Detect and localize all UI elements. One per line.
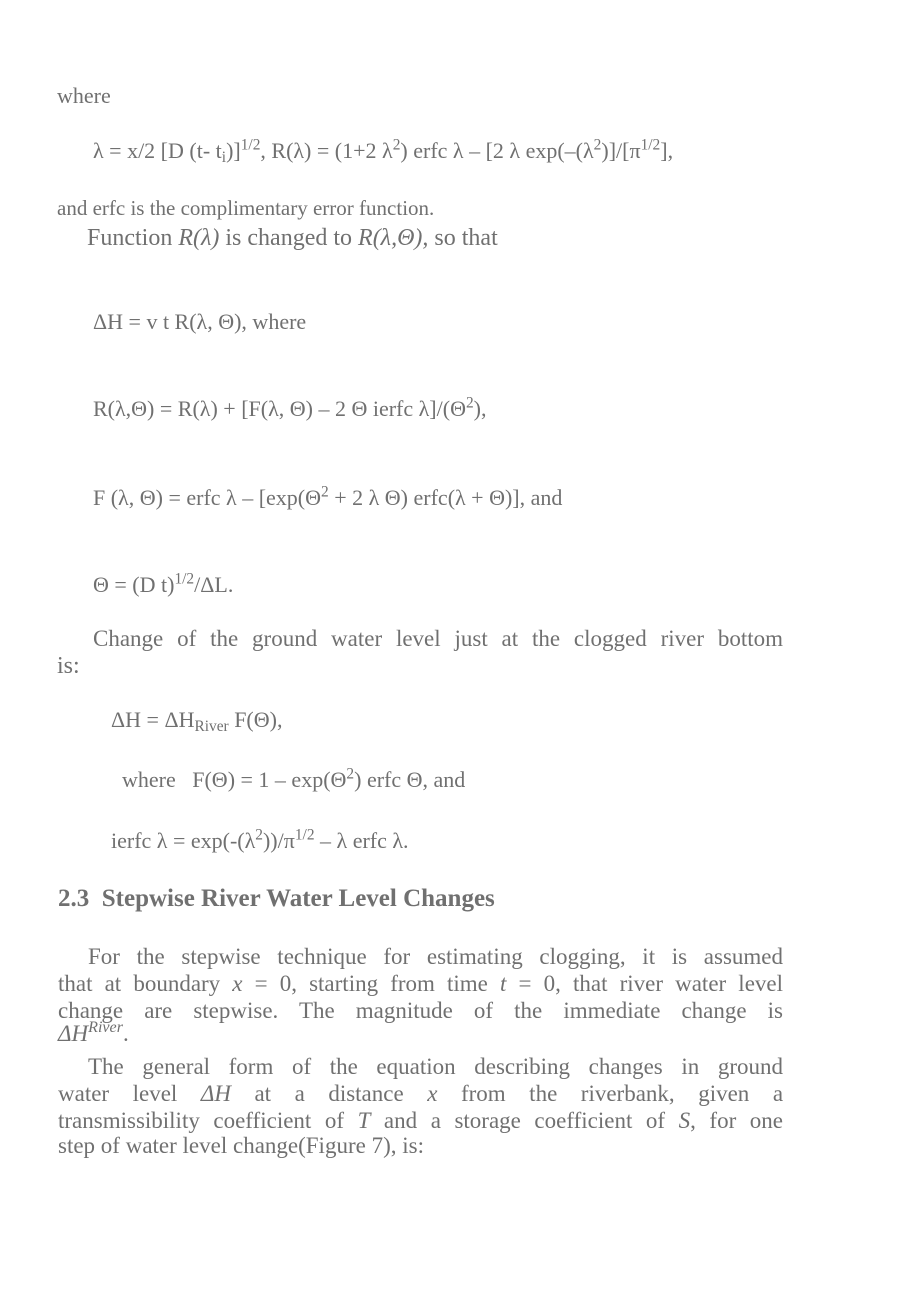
f-lambda-theta-equation: F (λ, Θ) = erfc $\lambda - [\exp(\Theta^2 + 2$ λ Θ) erfc(λ + Θ)], and (93, 483, 563, 510)
erfc-note: and erfc is the complimentary error function. (57, 196, 435, 220)
delta-h-equation: ΔH = v t R(λ, Θ), where (93, 309, 307, 334)
paragraph-line: step of water level change(Figure 7), is: (58, 1133, 424, 1158)
ierfc-equation: ierfc $\lambda = \exp(-(\lambda^2))/\pi^{1/2} - \lambda$ erfc λ. (111, 826, 409, 853)
paragraph-line: The general form of the equation describing changes in ground (88, 1054, 783, 1079)
section-title: Stepwise River Water Level Changes (101, 885, 495, 912)
section-number: 2.3 (58, 885, 90, 912)
delta-h-river-equation: $\Delta H = \Delta H_{River}$ F(Θ), (111, 707, 283, 735)
r-lambda-theta-equation: R(λ,Θ) = R(λ) + [F(λ, Θ) – 2 Θ ierfc $\lambda]/(\Theta^2)$, (93, 394, 487, 421)
paragraph-line: For the stepwise technique for estimating clogging, it is assumed (88, 944, 783, 969)
section-heading (58, 886, 495, 911)
paragraph-line: that at boundary x = 0, starting from time t = 0, that river water level (58, 971, 783, 996)
lambda-equation: λ = x/2 [D (t- $t_i)]^{1/2}$, R(λ) = (1+2 $\lambda^2$) erfc λ – [2 λ $\exp(-(\lambda^2)]/[\pi^{1/2}]$, (93, 136, 674, 166)
paragraph-line: $\Delta H^{River}$. (58, 1019, 129, 1046)
paragraph-line: water level ΔH at a distance x from the riverbank, given a (58, 1081, 784, 1106)
theta-equation: Θ = (D t)$^{1/2}$/ΔL. (93, 570, 234, 597)
paragraph-line: transmissibility coefficient of T and a storage coefficient of S, for one (58, 1108, 783, 1133)
f-theta-equation: where $F(\Theta) = 1 - \exp(\Theta^2)$ erfc Θ, and (122, 765, 466, 792)
change-ground-is: is: (57, 653, 80, 679)
paragraph-line: change are stepwise. The magnitude of the immediate change is (58, 998, 783, 1023)
function-changed-line: Function R(λ) is changed to R(λ,Θ), so that (87, 225, 498, 251)
change-ground-line: Change of the ground water level just at the clogged river bottom (93, 626, 783, 651)
where-text: where (57, 83, 111, 108)
